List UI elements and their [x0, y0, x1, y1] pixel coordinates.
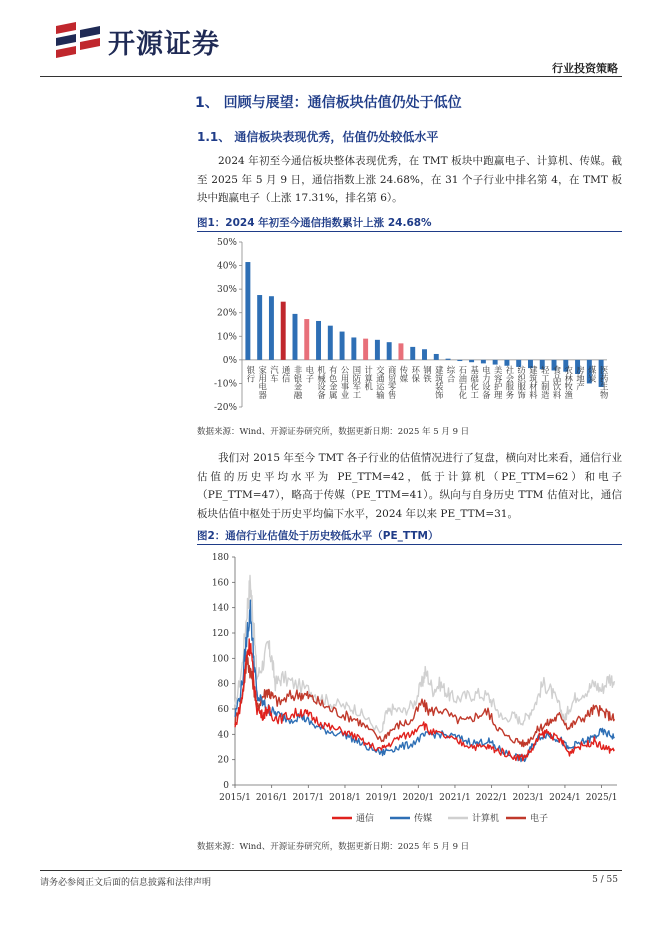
bar	[281, 302, 286, 360]
x-tick-label: 电子	[304, 365, 315, 383]
x-tick-label: 2022/1	[475, 793, 508, 803]
x-tick-label: 机械设备	[316, 365, 327, 400]
bar	[304, 319, 309, 360]
subsection-heading: 1.1、 通信板块表现优秀，估值仍处较低水平	[197, 130, 439, 144]
bar	[481, 360, 486, 364]
x-tick-label: 2025/1	[585, 793, 618, 803]
x-tick-label: 汽车	[269, 365, 280, 383]
x-tick-label: 2016/1	[255, 793, 288, 803]
x-tick-label: 食品饮料	[552, 365, 563, 400]
x-tick-label: 计算机	[363, 365, 374, 391]
x-tick-label: 非银金融	[292, 365, 303, 400]
paragraph-1: 2024 年初至今通信板块整体表现优秀，在 TMT 板块中跑赢电子、计算机、传媒。截至 2025 年 5 月 9 日，通信指数上涨 24.68%，在 31 个子行业中排名第 4，在 TMT 板块中跑赢电子（上涨 17.31%，排名第 6）。	[197, 155, 622, 204]
bar	[457, 360, 462, 361]
x-tick-label: 2024/1	[549, 793, 581, 803]
figure2-title: 图2：通信行业估值处于历史较低水平（PE_TTM）	[197, 530, 439, 542]
x-tick-label: 2021/1	[439, 793, 471, 803]
x-tick-label: 2015/1	[219, 793, 251, 803]
section-heading: 1、 回顾与展望：通信板块估值仍处于低位	[195, 95, 462, 111]
y-tick-label: 160	[211, 578, 229, 589]
y-tick-label: 80	[217, 679, 229, 690]
y-tick-label: 60	[217, 705, 229, 715]
x-tick-label: 电力设备	[481, 365, 492, 400]
x-tick-label: 传媒	[398, 365, 409, 383]
report-type: 行业投资策略	[552, 62, 618, 75]
bar	[351, 337, 356, 359]
x-tick-label: 房地产	[575, 365, 586, 391]
x-tick-label: 公用事业	[340, 365, 351, 400]
y-tick-label: 140	[211, 603, 229, 614]
legend-label: 传媒	[414, 814, 433, 824]
bar	[434, 354, 439, 360]
bar	[410, 347, 415, 360]
figure2-rule	[197, 544, 622, 545]
footer-disclaimer: 请务必参阅正文后面的信息披露和法律声明	[40, 878, 212, 888]
y-tick-label: 180	[211, 553, 229, 563]
x-tick-label: 基础化工	[469, 365, 480, 400]
x-tick-label: 商贸零售	[387, 365, 398, 400]
y-tick-label: 0	[223, 781, 229, 791]
x-tick-label: 石油石化	[457, 365, 468, 400]
x-tick-label: 2019/1	[365, 793, 398, 803]
x-tick-label: 2018/1	[329, 793, 361, 803]
bar	[446, 359, 451, 360]
x-tick-label: 2023/1	[512, 793, 545, 803]
y-tick-label: 50%	[216, 238, 237, 248]
bar	[293, 314, 298, 360]
x-tick-label: 美容护理	[493, 365, 504, 400]
bar-chart	[197, 234, 622, 419]
bar	[328, 326, 333, 360]
bar	[387, 342, 392, 360]
y-tick-label: 0%	[222, 355, 237, 366]
x-tick-label: 综合	[446, 365, 457, 383]
brand-logo-icon	[52, 20, 104, 60]
legend-label: 计算机	[472, 814, 500, 824]
x-tick-label: 环保	[410, 365, 421, 383]
figure1-source: 数据来源：Wind、开源证券研究所，数据更新日期：2025 年 5 月 9 日	[197, 427, 470, 437]
bar	[469, 360, 474, 362]
figure1-rule	[197, 231, 622, 232]
y-tick-label: 40	[217, 730, 229, 741]
x-tick-label: 通信	[281, 365, 292, 383]
x-tick-label: 农林牧渔	[563, 365, 574, 400]
page-number: 5 / 55	[592, 875, 618, 885]
bar	[398, 343, 403, 360]
bar	[422, 349, 427, 360]
x-tick-label: 家用电器	[257, 365, 268, 400]
figure2-source: 数据来源：Wind、开源证券研究所，数据更新日期：2025 年 5 月 9 日	[197, 842, 470, 852]
x-tick-label: 有色金属	[328, 365, 339, 400]
x-tick-label: 轻工制造	[540, 365, 551, 400]
x-tick-label: 银行	[245, 365, 256, 383]
figure1-title: 图1：2024 年初至今通信指数累计上涨 24.68%	[197, 217, 432, 229]
x-tick-label: 纺织服饰	[516, 365, 527, 400]
bar	[316, 321, 321, 360]
bar	[257, 295, 262, 360]
x-tick-label: 煤炭	[587, 365, 598, 383]
x-tick-label: 医药生物	[599, 365, 610, 400]
line-chart	[197, 547, 622, 832]
x-tick-label: 钢铁	[422, 365, 433, 383]
x-tick-label: 建筑装饰	[434, 365, 445, 400]
x-tick-label: 2017/1	[292, 793, 325, 803]
paragraph-2: 我们对 2015 年至今 TMT 各子行业的估值情况进行了复盘，横向对比来看，通信行业估值的历史平均水平为 PE_TTM=42，低于计算机（PE_TTM=62）和电子（PE_TTM=47），略高于传媒（PE_TTM=41）。纵向与自身历史 TTM 估值对比，通信板块估值中枢处于历史平均偏下水平，2024 年以来 PE_TTM=31。	[197, 452, 622, 520]
bar	[245, 262, 250, 360]
x-tick-label: 建筑材料	[528, 365, 539, 400]
y-tick-label: -10%	[213, 379, 237, 390]
series-line-0	[235, 576, 614, 733]
y-tick-label: 100	[211, 654, 229, 665]
x-tick-label: 国防军工	[351, 365, 362, 400]
bar	[493, 360, 498, 365]
y-tick-label: -20%	[213, 403, 237, 413]
bar	[340, 332, 345, 360]
bar	[363, 339, 368, 360]
brand-name: 开源证券	[108, 29, 220, 60]
y-tick-label: 30%	[216, 285, 237, 296]
header-divider	[40, 76, 622, 77]
footer-divider	[40, 870, 622, 871]
bar	[375, 340, 380, 360]
legend-label: 通信	[356, 814, 375, 824]
y-tick-label: 40%	[216, 261, 237, 272]
y-tick-label: 120	[211, 629, 229, 639]
y-tick-label: 20%	[216, 308, 237, 319]
x-tick-label: 2020/1	[402, 793, 435, 803]
y-tick-label: 20	[217, 755, 229, 766]
x-tick-label: 交通运输	[375, 365, 386, 400]
legend-label: 电子	[530, 814, 549, 824]
y-tick-label: 10%	[216, 332, 237, 343]
bar	[269, 296, 274, 360]
x-tick-label: 社会服务	[504, 365, 515, 400]
